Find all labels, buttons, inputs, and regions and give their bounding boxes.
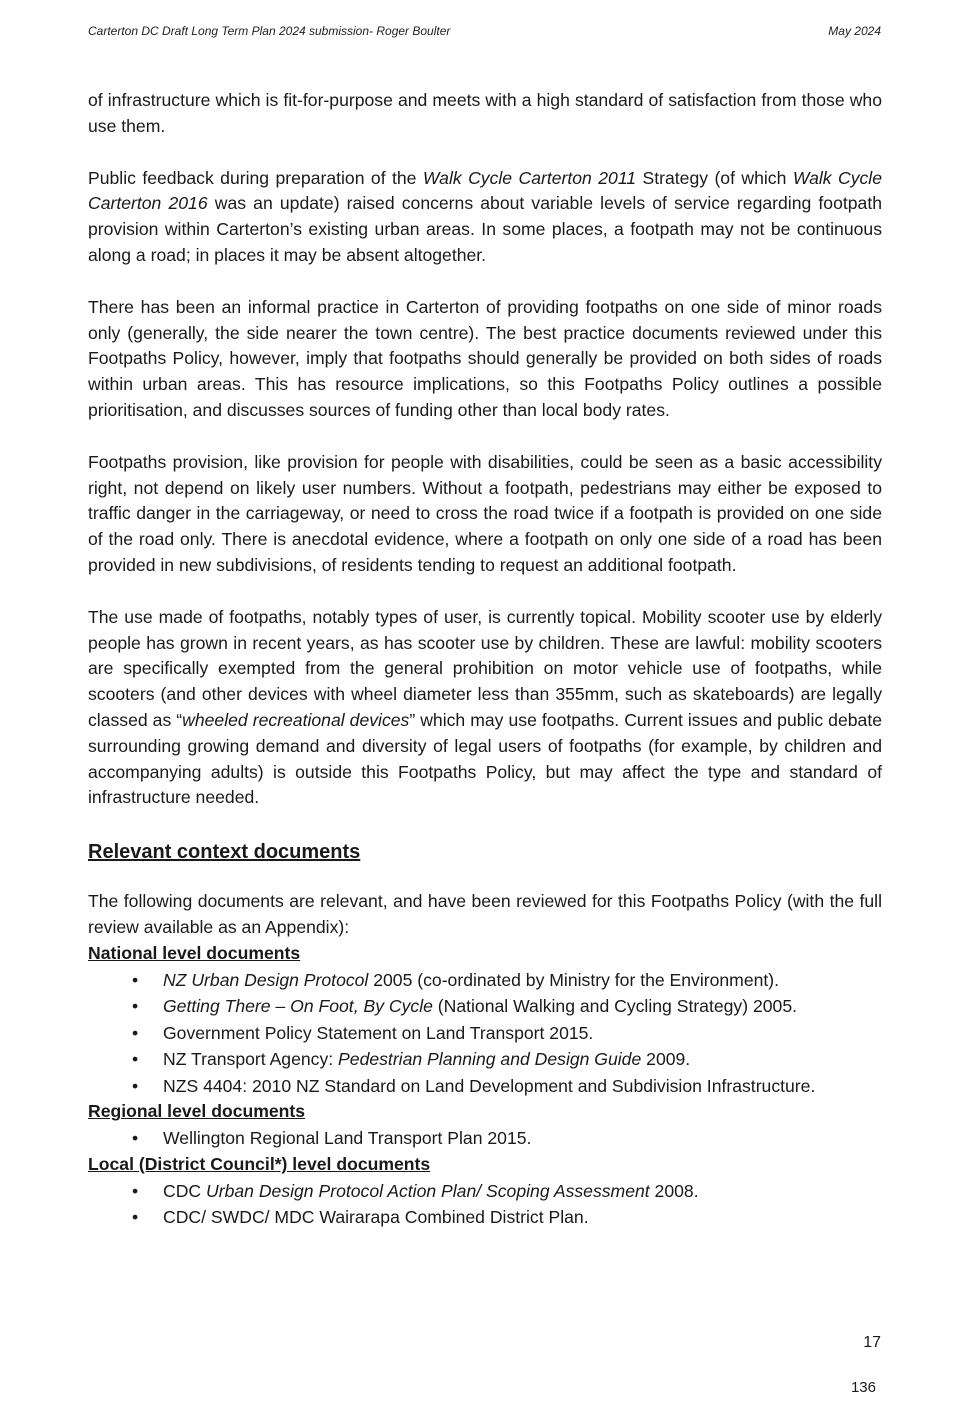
text-span: Public feedback during preparation of the (88, 167, 423, 188)
page-number: 17 (863, 1334, 881, 1351)
text-span: NZ Transport Agency: (163, 1049, 339, 1070)
list-item (88, 1073, 882, 1100)
text-span: Wellington Regional Land Transport Plan 2015. (163, 1128, 532, 1149)
bullet-icon: • (132, 969, 139, 990)
legal-term: wheeled recreational devices (182, 709, 410, 730)
document-title: Getting There – On Foot, By Cycle (163, 996, 433, 1017)
document-page-number: 136 (850, 1379, 876, 1396)
header-date: May 2024 (828, 24, 881, 38)
paragraph-informal-practice: There has been an informal practice in Carterton of providing footpaths on one side of minor roads only (generally, the side nearer the town centre). The best practice documents reviewed under this Footpaths Policy, however, imply that footpaths should generally be provided on both sides of roads within urban areas. This has resource implications, so this Footpaths Policy outlines a possible prioritisation, and discusses sources of funding other than local body rates. (88, 296, 882, 420)
text-span: 2008. (649, 1180, 699, 1201)
document-title: Pedestrian Planning and Design Guide (338, 1049, 642, 1070)
paragraph-footpath-users (88, 605, 882, 811)
list-item (88, 1125, 882, 1152)
text-span: CDC/ SWDC/ MDC Wairarapa Combined District Plan. (163, 1207, 589, 1228)
text-span: Strategy (of which (636, 167, 793, 188)
bullet-icon: • (132, 996, 139, 1017)
list-item (88, 993, 882, 1020)
section-intro: The following documents are relevant, and have been reviewed for this Footpaths Policy (with the full review available as an Appendix): (88, 891, 882, 937)
document-body (88, 88, 882, 1231)
list-item (88, 1020, 882, 1047)
text-span: Government Policy Statement on Land Transport 2015. (163, 1022, 594, 1043)
regional-list (88, 1125, 882, 1152)
list-item (88, 1046, 882, 1073)
section-heading: Relevant context documents (88, 841, 361, 864)
text-span: ” which may use footpaths. Current issues and public debate surrounding growing demand and diversity of legal users of footpaths (for example, by children and accompanying adults) is outside this Footpaths Policy, but may affect the type and standard of infrastructure needed. (88, 709, 882, 808)
document-title: NZ Urban Design Protocol (163, 969, 369, 990)
paragraph-infrastructure: of infrastructure which is fit-for-purpose and meets with a high standard of satisfaction from those who use them. (88, 90, 882, 136)
paragraph-accessibility: Footpaths provision, like provision for people with disabilities, could be seen as a basic accessibility right, not depend on likely user numbers. Without a footpath, pedestrians may either be exposed to traffic danger in the carriageway, or need to cross the road twice if a footpath is provided on one side of the road only. There is anecdotal evidence, where a footpath on only one side of a road has been provided in new subdivisions, of residents tending to request an additional footpath. (88, 451, 882, 575)
bullet-icon: • (132, 1128, 139, 1149)
bullet-icon: • (132, 1049, 139, 1070)
text-span: CDC (163, 1180, 207, 1201)
bullet-icon: • (132, 1207, 139, 1228)
text-span: was an update) raised concerns about variable levels of service regarding footpath provision within Carterton’s existing urban areas. In some places, a footpath may not be continuous along a road; in places it may be absent altogether. (88, 193, 882, 265)
strategy-title: Walk Cycle Carterton 2016 (88, 167, 883, 214)
text-span: NZS 4404: 2010 NZ Standard on Land Development and Subdivision Infrastructure. (163, 1075, 816, 1096)
national-heading: National level documents (88, 942, 301, 963)
local-list (88, 1178, 882, 1231)
text-span: 2005 (co-ordinated by Ministry for the Environment). (368, 969, 780, 990)
paragraph-public-feedback (88, 166, 882, 269)
document-title: Urban Design Protocol Action Plan/ Scoping Assessment (206, 1180, 650, 1201)
bullet-icon: • (132, 1075, 139, 1096)
page-header (88, 24, 881, 40)
bullet-icon: • (132, 1180, 139, 1201)
list-item (88, 1178, 882, 1205)
text-span: (National Walking and Cycling Strategy) 2005. (432, 996, 797, 1017)
text-span: 2009. (641, 1049, 691, 1070)
local-heading: Local (District Council*) level documents (88, 1153, 431, 1174)
regional-heading: Regional level documents (88, 1101, 306, 1122)
list-item (88, 967, 882, 994)
bullet-icon: • (132, 1022, 139, 1043)
list-item (88, 1204, 882, 1231)
text-span: The use made of footpaths, notably types of user, is currently topical. Mobility scooter use by elderly people has grown in recent years, as has scooter use by children. These are lawful: mobility scooters are specifically exempted from the general prohibition on motor vehicle use of footpaths, while scooters (and other devices with wheel diameter less than 355mm, such as skateboards) are legally classed as “ (88, 606, 882, 730)
national-list (88, 967, 882, 1100)
header-title: Carterton DC Draft Long Term Plan 2024 submission- Roger Boulter (88, 24, 451, 38)
strategy-title: Walk Cycle Carterton 2011 (422, 167, 637, 188)
